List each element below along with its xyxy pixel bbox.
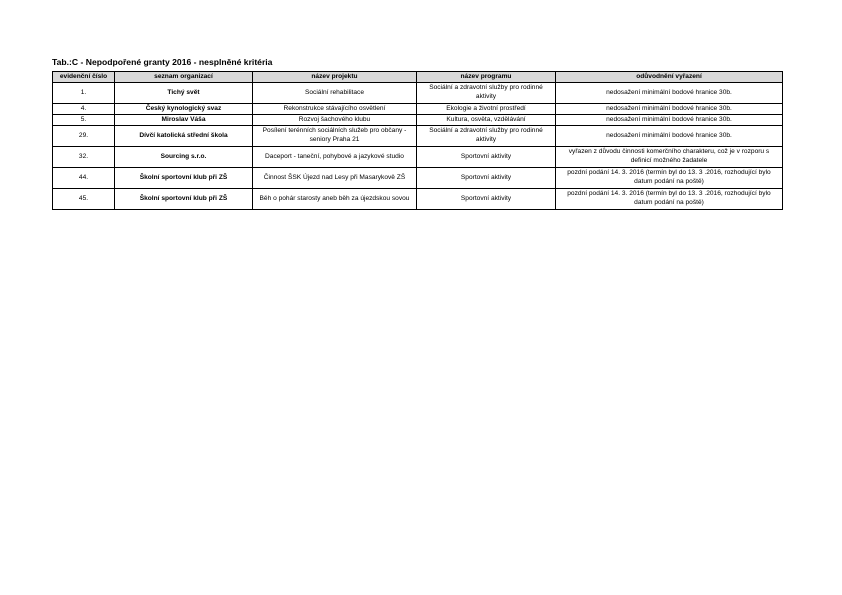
cell-project: Rozvoj šachového klubu — [253, 115, 417, 126]
column-header-program: název programu — [417, 72, 556, 83]
cell-program: Sociální a zdravotní služby pro rodinné aktivity — [417, 83, 556, 104]
cell-program: Sportovní aktivity — [417, 147, 556, 168]
cell-id: 44. — [53, 168, 115, 189]
cell-organization: Školní sportovní klub při ZŠ — [115, 168, 253, 189]
column-header-reason: odůvodnění vyřazení — [556, 72, 783, 83]
cell-organization: Sourcing s.r.o. — [115, 147, 253, 168]
cell-reason: nedosažení minimální bodové hranice 30b. — [556, 115, 783, 126]
cell-program: Sportovní aktivity — [417, 168, 556, 189]
cell-reason: pozdní podání 14. 3. 2016 (termín byl do 13. 3 .2016, rozhodující bylo datum podání na poště) — [556, 168, 783, 189]
table-row — [53, 147, 783, 168]
cell-id: 1. — [53, 83, 115, 104]
cell-reason: nedosažení minimální bodové hranice 30b. — [556, 104, 783, 115]
cell-reason: nedosažení minimální bodové hranice 30b. — [556, 83, 783, 104]
cell-project: Činnost ŠSK Újezd nad Lesy při Masarykově ZŠ — [253, 168, 417, 189]
cell-reason: pozdní podání 14. 3. 2016 (termín byl do 13. 3 .2016, rozhodující bylo datum podání na poště) — [556, 189, 783, 210]
cell-id: 45. — [53, 189, 115, 210]
page-title: Tab.:C - Nepodpořené granty 2016 - nesplněné kritéria — [52, 57, 273, 67]
cell-organization: Školní sportovní klub při ZŠ — [115, 189, 253, 210]
cell-id: 4. — [53, 104, 115, 115]
cell-project: Daceport - taneční, pohybové a jazykové studio — [253, 147, 417, 168]
table-row — [53, 189, 783, 210]
column-header-id: evidenční číslo — [53, 72, 115, 83]
table-header-row — [53, 72, 783, 83]
cell-id: 32. — [53, 147, 115, 168]
table-row — [53, 115, 783, 126]
cell-program: Sociální a zdravotní služby pro rodinné aktivity — [417, 126, 556, 147]
cell-project: Posílení terénních sociálních služeb pro občany - seniory Praha 21 — [253, 126, 417, 147]
table-row — [53, 126, 783, 147]
cell-id: 29. — [53, 126, 115, 147]
table-row — [53, 83, 783, 104]
cell-reason: vyřazen z důvodu činnosti komerčního charakteru, což je v rozporu s definicí možného žadatele — [556, 147, 783, 168]
cell-project: Běh o pohár starosty aneb běh za újezdskou sovou — [253, 189, 417, 210]
cell-program: Kultura, osvěta, vzdělávání — [417, 115, 556, 126]
column-header-project: název projektu — [253, 72, 417, 83]
grants-table — [52, 71, 783, 210]
cell-reason: nedosažení minimální bodové hranice 30b. — [556, 126, 783, 147]
cell-project: Sociální rehabilitace — [253, 83, 417, 104]
cell-organization: Tichý svět — [115, 83, 253, 104]
cell-id: 5. — [53, 115, 115, 126]
table-row — [53, 168, 783, 189]
table-row — [53, 104, 783, 115]
cell-program: Sportovní aktivity — [417, 189, 556, 210]
cell-program: Ekologie a životní prostředí — [417, 104, 556, 115]
cell-organization: Miroslav Váša — [115, 115, 253, 126]
cell-organization: Dívčí katolická střední škola — [115, 126, 253, 147]
cell-organization: Český kynologický svaz — [115, 104, 253, 115]
column-header-organization: seznam organizací — [115, 72, 253, 83]
cell-project: Rekonstrukce stávajícího osvětlení — [253, 104, 417, 115]
